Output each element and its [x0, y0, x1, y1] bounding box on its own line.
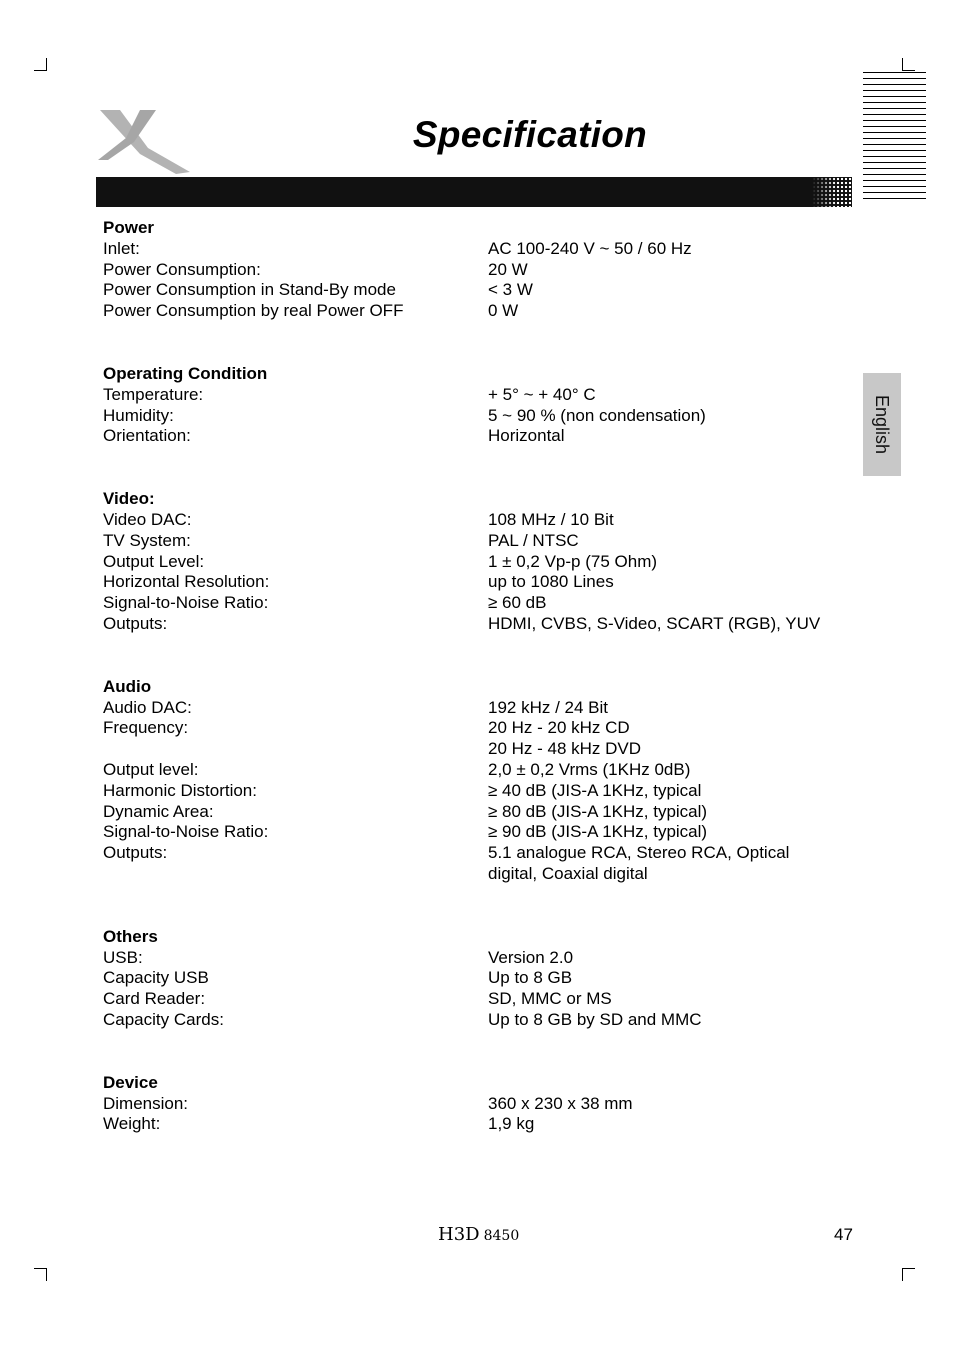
- section-title: Device: [103, 1072, 158, 1092]
- spec-section: [103, 218, 863, 322]
- spec-label: Frequency:: [103, 718, 189, 738]
- spec-value-line: 20 Hz - 20 kHz CD: [488, 718, 630, 738]
- spec-value: [488, 426, 863, 447]
- spec-value-line: 1,9 kg: [488, 1114, 535, 1134]
- spec-value-line: 2,0 ± 0,2 Vrms (1KHz 0dB): [488, 759, 691, 779]
- spec-value: [488, 510, 863, 531]
- spec-label: Horizontal Resolution:: [103, 572, 270, 592]
- spec-value: [488, 968, 863, 989]
- section-title: Operating Condition: [103, 363, 268, 383]
- spec-label: Dynamic Area:: [103, 801, 214, 821]
- spec-value-line: < 3 W: [488, 280, 533, 300]
- spec-value-line: AC 100-240 V ~ 50 / 60 Hz: [488, 238, 692, 258]
- spec-label: Power Consumption in Stand-By mode: [103, 280, 396, 300]
- spec-row: [103, 1094, 863, 1115]
- section-title: Video:: [103, 489, 155, 509]
- spec-label: Signal-to-Noise Ratio:: [103, 822, 269, 842]
- spec-value-line: 360 x 230 x 38 mm: [488, 1093, 633, 1113]
- spec-row: [103, 426, 863, 447]
- model-name: [438, 1224, 519, 1245]
- spec-value-line: up to 1080 Lines: [488, 572, 614, 592]
- spec-value: [488, 239, 863, 260]
- spec-section: [103, 489, 863, 635]
- spec-row: [103, 989, 863, 1010]
- x-logo-icon: [96, 108, 192, 176]
- spec-row: [103, 968, 863, 989]
- spec-value-line: 0 W: [488, 301, 519, 321]
- spec-label: Harmonic Distortion:: [103, 780, 257, 800]
- spec-row: [103, 406, 863, 427]
- spec-value-line: ≥ 60 dB: [488, 593, 547, 613]
- spec-value: [488, 1114, 863, 1135]
- crop-mark-bottom-right: [902, 1268, 915, 1281]
- spec-row: [103, 552, 863, 573]
- spec-value: [488, 1010, 863, 1031]
- spec-value: [488, 1094, 863, 1115]
- spec-row: [103, 531, 863, 552]
- spec-value-line: PAL / NTSC: [488, 530, 579, 550]
- spec-value: [488, 843, 863, 885]
- spec-value: [488, 301, 863, 322]
- spec-value-line: + 5° ~ + 40° C: [488, 384, 596, 404]
- spec-row: [103, 280, 863, 301]
- spec-label: Inlet:: [103, 238, 140, 258]
- spec-label: Humidity:: [103, 405, 174, 425]
- spec-row: [103, 510, 863, 531]
- spec-value-line: 20 W: [488, 259, 528, 279]
- spec-row: [103, 260, 863, 281]
- spec-row: [103, 593, 863, 614]
- spec-label: Output level:: [103, 759, 199, 779]
- spec-value-line: Horizontal: [488, 426, 565, 446]
- spec-label: Power Consumption by real Power OFF: [103, 301, 404, 321]
- header-bar-fade: [812, 177, 852, 207]
- crop-mark-bottom-left: [34, 1268, 47, 1281]
- page-title: Specification: [412, 114, 648, 155]
- spec-row: [103, 1010, 863, 1031]
- spec-value: [488, 260, 863, 281]
- spec-value-line: HDMI, CVBS, S-Video, SCART (RGB), YUV: [488, 613, 821, 633]
- spec-value: [488, 406, 863, 427]
- spec-row: [103, 948, 863, 969]
- spec-label: Output Level:: [103, 551, 205, 571]
- spec-row: [103, 614, 863, 635]
- spec-value: [488, 781, 863, 802]
- page-number: 47: [834, 1225, 853, 1244]
- spec-value-line: 1 ± 0,2 Vp-p (75 Ohm): [488, 551, 658, 571]
- spec-value: [488, 552, 863, 573]
- spec-label: Temperature:: [103, 384, 204, 404]
- spec-value-line: ≥ 80 dB (JIS-A 1KHz, typical): [488, 801, 708, 821]
- spec-value-line: Version 2.0: [488, 947, 574, 967]
- spec-row: [103, 843, 863, 885]
- spec-label: USB:: [103, 947, 143, 967]
- spec-label: Dimension:: [103, 1093, 189, 1113]
- spec-label: Power Consumption:: [103, 259, 261, 279]
- spec-value: [488, 760, 863, 781]
- spec-row: [103, 718, 863, 760]
- spec-row: [103, 572, 863, 593]
- spec-label: TV System:: [103, 530, 191, 550]
- spec-value-line: 108 MHz / 10 Bit: [488, 509, 614, 529]
- spec-row: [103, 822, 863, 843]
- spec-value: [488, 822, 863, 843]
- spec-label: Orientation:: [103, 426, 191, 446]
- spec-section: [103, 927, 863, 1031]
- spec-label: Video DAC:: [103, 509, 192, 529]
- spec-value-line: ≥ 90 dB (JIS-A 1KHz, typical): [488, 822, 708, 842]
- spec-value-line: 5 ~ 90 % (non condensation): [488, 405, 706, 425]
- crop-mark-top-left: [34, 58, 47, 71]
- spec-value: [488, 989, 863, 1010]
- spec-row: [103, 1114, 863, 1135]
- spec-label: Audio DAC:: [103, 697, 192, 717]
- spec-row: [103, 760, 863, 781]
- spec-label: Weight:: [103, 1114, 161, 1134]
- spec-value: [488, 802, 863, 823]
- specification-list: [103, 218, 863, 1177]
- model-prefix: H3D: [438, 1224, 480, 1245]
- spec-label: Capacity Cards:: [103, 1009, 224, 1029]
- spec-section: [103, 677, 863, 885]
- language-tab-label: English: [872, 394, 893, 455]
- spec-value: [488, 385, 863, 406]
- spec-row: [103, 385, 863, 406]
- spec-value-line: 192 kHz / 24 Bit: [488, 697, 609, 717]
- language-tab[interactable]: [863, 373, 901, 476]
- crop-mark-top-right: [902, 58, 915, 71]
- section-title: Power: [103, 218, 155, 237]
- spec-value-line: Up to 8 GB: [488, 968, 573, 988]
- spec-label: Outputs:: [103, 613, 168, 633]
- spec-value: [488, 593, 863, 614]
- model-number: 8450: [483, 1228, 520, 1244]
- header-bar: [96, 177, 852, 207]
- spec-section: [103, 364, 863, 447]
- spec-value-line: 5.1 analogue RCA, Stereo RCA, Optical: [488, 843, 790, 863]
- spec-label: Card Reader:: [103, 989, 206, 1009]
- spec-value-line: 20 Hz - 48 kHz DVD: [488, 739, 642, 759]
- decorative-stripes: [863, 72, 926, 200]
- spec-row: [103, 239, 863, 260]
- spec-label: Outputs:: [103, 843, 168, 863]
- spec-row: [103, 802, 863, 823]
- spec-row: [103, 698, 863, 719]
- spec-value: [488, 572, 863, 593]
- spec-value: [488, 531, 863, 552]
- spec-label: Capacity USB: [103, 968, 209, 988]
- spec-row: [103, 301, 863, 322]
- spec-value: [488, 698, 863, 719]
- spec-value: [488, 614, 863, 635]
- spec-value: [488, 948, 863, 969]
- spec-value-line: Up to 8 GB by SD and MMC: [488, 1009, 702, 1029]
- section-title: Audio: [103, 676, 152, 696]
- spec-value-line: SD, MMC or MS: [488, 989, 612, 1009]
- section-title: Others: [103, 926, 158, 946]
- spec-section: [103, 1073, 863, 1135]
- spec-value-line: digital, Coaxial digital: [488, 863, 648, 883]
- spec-value: [488, 718, 863, 760]
- spec-value: [488, 280, 863, 301]
- spec-label: Signal-to-Noise Ratio:: [103, 593, 269, 613]
- spec-value-line: ≥ 40 dB (JIS-A 1KHz, typical: [488, 780, 702, 800]
- spec-row: [103, 781, 863, 802]
